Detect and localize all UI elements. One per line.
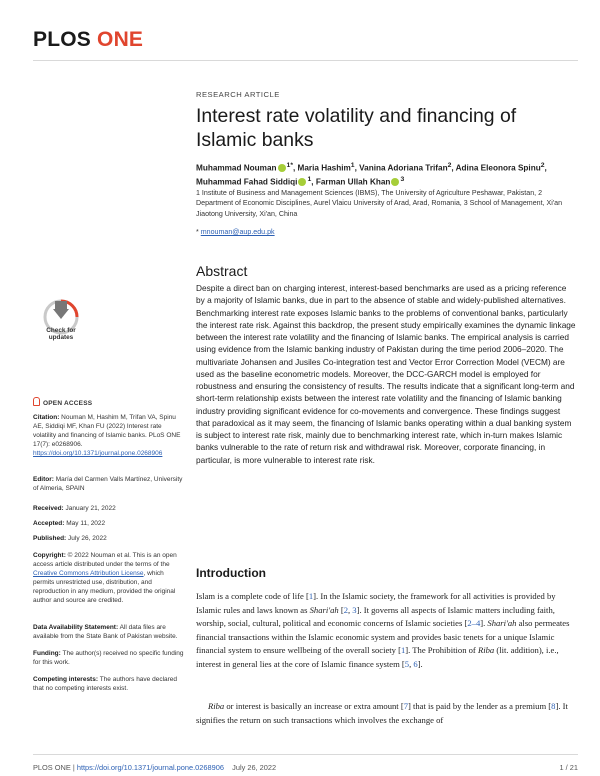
author-name[interactable]: , Adina Eleonora Spinu [451,163,541,173]
footer-journal: PLOS ONE [33,763,71,772]
citation-link[interactable]: 2 [343,604,348,615]
accepted-date: Accepted: May 11, 2022 [33,520,106,527]
page-footer: PLOS ONE | https://doi.org/10.1371/journal.pone.0268906 July 26, 2022 1 / 21 [33,763,578,772]
abstract-heading: Abstract [196,263,248,279]
citation-doi-link[interactable]: https://doi.org/10.1371/journal.pone.0268906 [33,450,163,457]
citation-link[interactable]: 1 [308,591,314,601]
affiliations: 1 Institute of Business and Management Sciences (IBMS), The University of Agriculture Peshawar, Pakistan, 2 Department of Economic Disciplines, Aurel Vlaicu University of Arad, Arad, Romania, 3 School of Management, Xi'an Jiaotong University, Xi'an, China [196,189,563,218]
citation-link[interactable]: 1 [401,645,406,656]
orcid-icon[interactable] [391,178,399,186]
citation-link[interactable]: 5 [404,658,410,669]
citation-block: Citation: Nouman M, Hashim M, Trifan VA, Spinu AE, Siddiqi MF, Khan FU (2022) Interest rate volatility and financing of Islamic banks. PLoS ONE 17(7): e0268906. https://doi.org/10.1371/journal.pone.0268906 [33,414,181,457]
footer-date: July 26, 2022 [232,763,277,772]
author-name[interactable]: Muhammad Nouman [196,163,277,173]
logo-one: ONE [97,28,144,51]
citation-link[interactable]: 6 [413,658,418,669]
citation-link[interactable]: 7 [403,701,408,711]
article-type: RESEARCH ARTICLE [196,90,280,99]
copyright-block: Copyright: © 2022 Nouman et al. This is an open access article distributed under the terms of the Creative Commons Attribution License, which permits unrestricted use, distribution, and reproduction in any medium, provided the original author and source are credited. [33,552,177,604]
funding-block: Funding: The author(s) received no specific funding for this work. [33,650,184,666]
email-link[interactable]: mnouman@aup.edu.pk [200,228,275,236]
author-name[interactable]: , Farman Ullah Khan [311,177,391,187]
intro-paragraph: Riba or interest is basically an increase or extra amount [7] that is paid by the lender as a premium [8]. It signifies the return on such transactions which involves the exchange of [196,701,568,725]
citation-link[interactable]: 2–4 [467,618,481,629]
published-date: Published: July 26, 2022 [33,535,107,542]
page-number: 1 / 21 [559,763,578,772]
competing-interests-block: Competing interests: The authors have declared that no competing interests exist. [33,676,178,692]
corresponding-email: * mnouman@aup.edu.pk [196,228,275,236]
data-availability-block: Data Availability Statement: All data files are available from the State Bank of Pakistan website. [33,624,178,640]
article-title: Interest rate volatility and financing of Islamic banks [196,105,517,151]
journal-logo[interactable] [33,28,143,52]
logo-plos: PLOS [33,28,91,51]
author-name[interactable]: , Maria Hashim [293,163,351,173]
check-for-updates-label[interactable]: Check for updates [46,327,76,342]
open-access-label: OPEN ACCESS [33,397,92,407]
orcid-icon[interactable] [278,164,286,172]
abstract-text: Despite a direct ban on charging interest, interest-based benchmarks are used as a pricing reference by a majority of Islamic banks, due in part to the absence of stable and widely-published alternatives. Benchmarking interest rate exposes Islamic banks to the problems of conventional banks, particularly the interest rate risk. Against this backdrop, the present study empirically examines the dynamic linkage between the interest rate volatility and the financing of Islamic banks. The empirical analysis is carried using evidence from the Islamic banking industry of Pakistan during the time period 2006–2020. The multivariate Johansen and Jusiles Co-integration test and Vector Error Correction Model (VECM) are used as the baseline econometric models. Moreover, the DCC-GARCH model is employed for robustness and ensuring the consistency of results. The results indicate that a significant long-term and short-term relationship exists between the interest rate volatility and the financing of Islamic banking industry providing significant evidence for co-movements and convergence. These findings suggest that paradoxical as it may seem, the financing of Islamic banks operating within a dual banking system is subject to interest rate risk, mainly due to benchmarking interest rate, which in-turn makes Islamic banks vulnerable to the rate of return risk and withdrawal risk. Moreover, corporate financing, in particular, is more vulnerable to interest rate risk. [196,283,576,465]
header-rule [33,60,578,61]
license-link[interactable]: Creative Commons Attribution License [33,570,144,577]
author-name[interactable]: , Muhammad Fahad Siddiqi [196,163,547,187]
open-lock-icon [33,397,40,406]
author-name[interactable]: , Vanina Adoriana Trifan [354,163,448,173]
intro-paragraph: Islam is a complete code of life [1]. In the Islamic society, the framework for all activities is provided by Islamic rules and laws known as Shari'ah [2, 3]. It governs all aspects of Islamic matters including faith, worship, social, cultural, political and economic concerns of Islamic societies [2–4]. Shari'ah also permeates financial transactions within the Islamic economic system and provides basic tenets for a unique Islamic financial system to ensure wellbeing of the overall society [1]. The Prohibition of Riba (lit. addition), i.e., interest in general lies at the core of Islamic finance system [5, 6]. [196,591,570,669]
footer-doi-link[interactable]: https://doi.org/10.1371/journal.pone.0268906 [76,763,224,772]
citation-link[interactable]: 8 [551,701,556,711]
orcid-icon[interactable] [298,178,306,186]
footer-rule [33,754,578,755]
citation-link[interactable]: 3 [352,604,357,615]
editor-block: Editor: María del Carmen Valls Martínez, University of Almeria, SPAIN [33,476,183,492]
check-for-updates-icon[interactable] [33,297,89,353]
author-list: Muhammad Nouman $^{1*}$, Maria Hashim$^1$, Vanina Adoriana Trifan$^2$, Adina Eleonora Spinu$^2$, Muhammad Fahad Siddiqi $^1$, Farman Ullah Khan $^3$ [196,162,547,187]
introduction-heading: Introduction [196,566,266,580]
received-date: Received: January 21, 2022 [33,505,116,512]
